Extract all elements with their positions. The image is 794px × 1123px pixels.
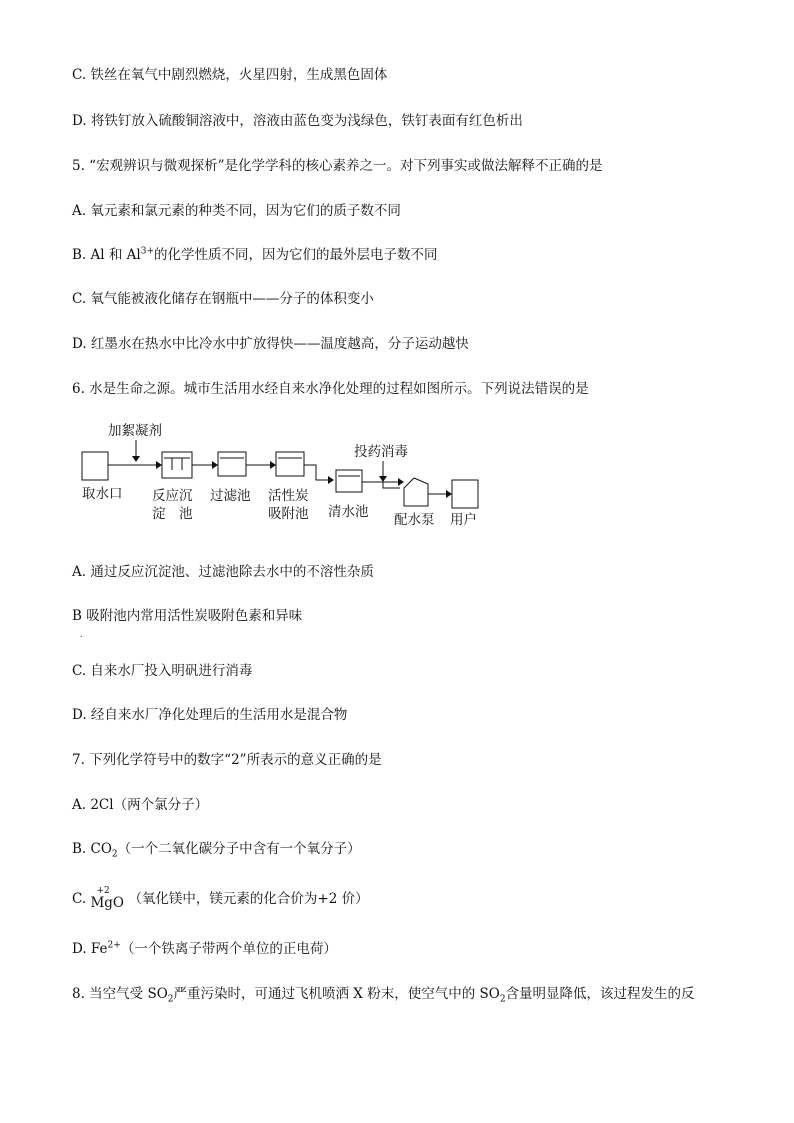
q6-option-b-dot: . xyxy=(80,630,83,639)
label-reaction-1: 反应沉 xyxy=(152,488,193,504)
clear-tank xyxy=(336,470,362,492)
label-pump: 配水泵 xyxy=(394,512,435,528)
q8-post: 含量明显降低，该过程发生的反 xyxy=(505,986,695,1002)
label-carbon-1: 活性炭 xyxy=(268,488,309,504)
q7-option-d-post: （一个铁离子带两个单位的正电荷） xyxy=(120,941,337,957)
filter-tank xyxy=(218,452,246,476)
carbon-tank xyxy=(276,452,304,476)
mgo-formula xyxy=(90,885,124,911)
pump-shape xyxy=(404,478,428,506)
q5-option-b-pre: B. Al 和 Al xyxy=(72,247,141,263)
q8-mid: 严重污染时，可通过飞机喷洒 X 粉末，使空气中的 SO xyxy=(173,986,500,1002)
reaction-tank xyxy=(162,452,192,478)
q8-sub2: 2 xyxy=(499,994,506,1005)
q4-option-d: D. 将铁钉放入硫酸铜溶液中，溶液由蓝色变为浅绿色，铁钉表面有红色析出 xyxy=(72,113,523,129)
q7-option-b-pre: B. CO xyxy=(72,841,112,857)
q7-option-c-label: C. xyxy=(72,891,87,907)
q6-option-b: B 吸附池内常用活性炭吸附色素和异味 xyxy=(72,608,303,624)
q7-option-b-sub: 2 xyxy=(111,849,118,860)
label-reaction-2: 淀 池 xyxy=(152,506,193,522)
q5-option-a: A. 氧元素和氯元素的种类不同，因为它们的质子数不同 xyxy=(72,203,401,219)
q5-option-b xyxy=(72,246,438,264)
q8-sub1: 2 xyxy=(167,994,174,1005)
q4-option-c: C. 铁丝在氧气中剧烈燃烧，火星四射，生成黑色固体 xyxy=(72,67,388,83)
q6-option-d: D. 经自来水厂净化处理后的生活用水是混合物 xyxy=(72,707,348,723)
q7-option-b xyxy=(72,840,361,858)
q6-option-c: C. 自来水厂投入明矾进行消毒 xyxy=(72,663,253,679)
q8-stem xyxy=(72,985,695,1003)
label-add-flocculant: 加絮凝剂 xyxy=(108,423,162,439)
label-filter: 过滤池 xyxy=(210,488,251,504)
q7-option-d-pre: D. Fe xyxy=(72,941,108,957)
q6-stem: 6. 水是生命之源。城市生活用水经自来水净化处理的过程如图所示。下列说法错误的是 xyxy=(72,381,589,397)
q8-pre: 8. 当空气受 SO xyxy=(72,986,168,1002)
intake-box xyxy=(82,452,108,480)
q6-option-a: A. 通过反应沉淀池、过滤池除去水中的不溶性杂质 xyxy=(72,564,374,580)
q5-option-b-post: 的化学性质不同，因为它们的最外层电子数不同 xyxy=(154,247,438,263)
label-intake: 取水口 xyxy=(82,486,123,502)
label-carbon-2: 吸附池 xyxy=(268,506,309,522)
label-user: 用户 xyxy=(450,512,477,528)
q7-option-c xyxy=(72,885,369,911)
q7-option-a: A. 2Cl（两个氯分子） xyxy=(72,797,209,813)
mgo-charge: +2 xyxy=(96,885,110,896)
user-box xyxy=(452,480,478,508)
q7-option-c-post: （氧化镁中，镁元素的化合价为+2 价） xyxy=(128,891,369,907)
q7-option-b-post: （一个二氧化碳分子中含有一个氧分子） xyxy=(117,841,361,857)
q7-option-d xyxy=(72,940,337,958)
q5-option-c: C. 氧气能被液化储存在钢瓶中——分子的体积变小 xyxy=(72,291,374,307)
mgo-symbol: MgO xyxy=(90,894,124,911)
q5-option-d: D. 红墨水在热水中比冷水中扩放得快——温度越高，分子运动越快 xyxy=(72,336,469,352)
q7-option-d-sup: 2+ xyxy=(107,940,121,951)
water-treatment-diagram xyxy=(78,418,498,530)
label-clear: 清水池 xyxy=(328,504,369,520)
q5-stem: 5. “宏观辨识与微观探析”是化学学科的核心素养之一。对下列事实或做法解释不正确的是 xyxy=(72,158,603,174)
q7-stem: 7. 下列化学符号中的数字“2”所表示的意义正确的是 xyxy=(72,752,382,768)
q5-option-b-sup: 3+ xyxy=(140,246,155,257)
label-add-disinfectant: 投药消毒 xyxy=(354,444,408,460)
